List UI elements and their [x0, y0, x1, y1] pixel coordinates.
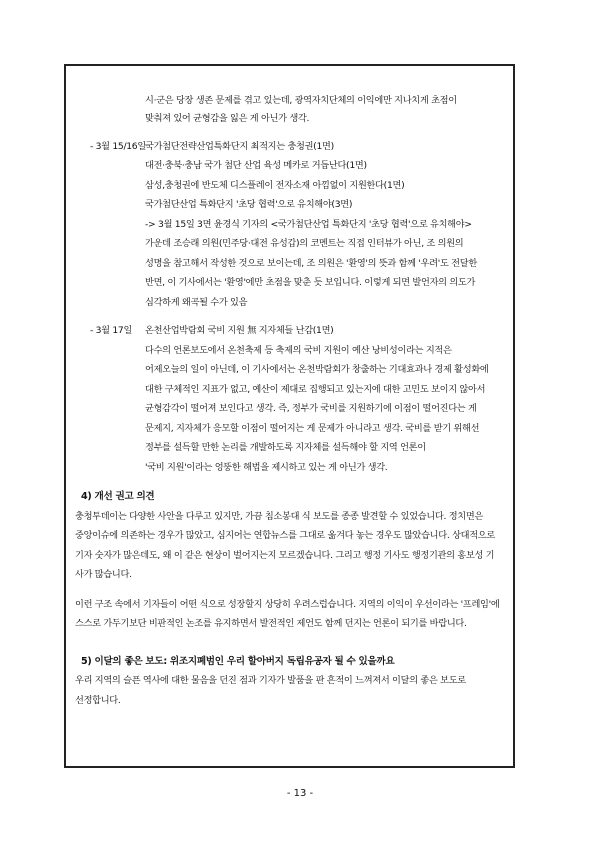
section-heading: 5) 이달의 좋은 보도: 위조지폐범인 우리 할아버지 독립유공자 될 수 있을까요	[81, 656, 395, 667]
paragraph-line: 충청투데이는 다양한 사안을 다루고 있지만, 가끔 침소봉대 식 보도를 종종 발견할 수 있었습니다. 정치면은	[75, 511, 484, 522]
item-headline: 대전·충북·충남 국가 첨단 산업 육성 메카로 거듭난다(1면)	[145, 160, 367, 171]
item-date: - 3월 17일	[90, 325, 133, 336]
item-comment-line: -> 3월 15일 3면 윤경식 기자의 <국가첨단산업 특화단지 '초당 협력'으로 유치해야>	[145, 219, 472, 230]
paragraph-line: 우리 지역의 슬픈 역사에 대한 물음을 던진 점과 기자가 발품을 판 흔적이 느껴져서 이달의 좋은 보도로	[75, 675, 466, 686]
section-heading: 4) 개선 권고 의견	[81, 491, 155, 502]
item-comment-line: 가운데 조승래 의원(민주당·대전 유성갑)의 코멘트는 직접 인터뷰가 아닌, 조 의원의	[145, 238, 464, 249]
item-headline: 국가첨단산업 특화단지 '초당 협력'으로 유치해야(3면)	[145, 199, 353, 210]
intro-line: 맞춰져 있어 균형감을 잃은 게 아닌가 생각.	[145, 113, 310, 124]
item-comment-line: 문제지, 지자체가 응모할 이점이 떨어지는 게 문제가 아니라고 생각. 국비를 받기 위해선	[145, 423, 480, 434]
paragraph-line: 이런 구조 속에서 기자들이 어떤 식으로 성장할지 상당히 우려스럽습니다. 지역의 이익이 우선이라는 '프레임'에	[75, 599, 500, 610]
item-headline: 온천산업박람회 국비 지원 無 지자체들 난감(1면)	[145, 325, 334, 336]
item-comment-line: 균형감각이 떨어져 보인다고 생각. 즉, 정부가 국비를 지원하기에 이점이 떨어진다는 게	[145, 403, 477, 414]
item-headline: 국가첨단전략산업특화단지 최적지는 충청권(1면)	[145, 141, 334, 152]
item-date: - 3월 15/16일	[90, 141, 146, 152]
page-number: - 13 -	[286, 788, 314, 799]
item-comment-line: 반면, 이 기사에서는 '환영'에만 초점을 맞춘 듯 보입니다. 이렇게 되면 발언자의 의도가	[145, 277, 476, 288]
item-comment-line: 심각하게 왜곡될 수가 있음	[145, 297, 248, 308]
item-comment-line: 어제오늘의 일이 아닌데, 이 기사에서는 온천박람회가 창출하는 기대효과나 경제 활성화에	[145, 364, 489, 375]
paragraph-line: 중앙이슈에 의존하는 경우가 많았고, 심지어는 연합뉴스를 그대로 옮겨다 놓는 경우도 많았습니다. 상대적으로	[75, 530, 495, 541]
item-comment-line: 다수의 언론보도에서 온천축제 등 축제의 국비 지원이 예산 낭비성이라는 지적은	[145, 345, 452, 356]
item-comment-line: '국비 지원'이라는 엉뚱한 해법을 제시하고 있는 게 아닌가 생각.	[145, 462, 388, 473]
item-headline: 삼성,충청권에 반도체 디스플레이 전자소재 아낌없이 지원한다(1면)	[145, 180, 405, 191]
paragraph-line: 스스로 가두기보단 비판적인 논조를 유지하면서 발전적인 제언도 함께 던지는 언론이 되기를 바랍니다.	[75, 618, 467, 629]
item-comment-line: 성명을 참고해서 작성한 것으로 보이는데, 조 의원은 '환영'의 뜻과 함께 '우려'도 전달한	[145, 258, 477, 269]
intro-line: 시·군은 당장 생존 문제를 겪고 있는데, 광역자치단체의 이익에만 지나치게 초점이	[145, 95, 457, 106]
paragraph-line: 사가 많습니다.	[75, 569, 132, 580]
paragraph-line: 기자 숫자가 많은데도, 왜 이 같은 현상이 벌어지는지 모르겠습니다. 그리고 행정 기사도 행정기관의 홍보성 기	[75, 550, 495, 561]
paragraph-line: 선정합니다.	[75, 695, 121, 706]
item-comment-line: 정부를 설득할 만한 논리를 개발하도록 지자체를 설득해야 할 지역 언론이	[145, 442, 426, 453]
item-comment-line: 대한 구체적인 지표가 없고, 예산이 제대로 집행되고 있는지에 대한 고민도 보이지 않아서	[145, 384, 486, 395]
